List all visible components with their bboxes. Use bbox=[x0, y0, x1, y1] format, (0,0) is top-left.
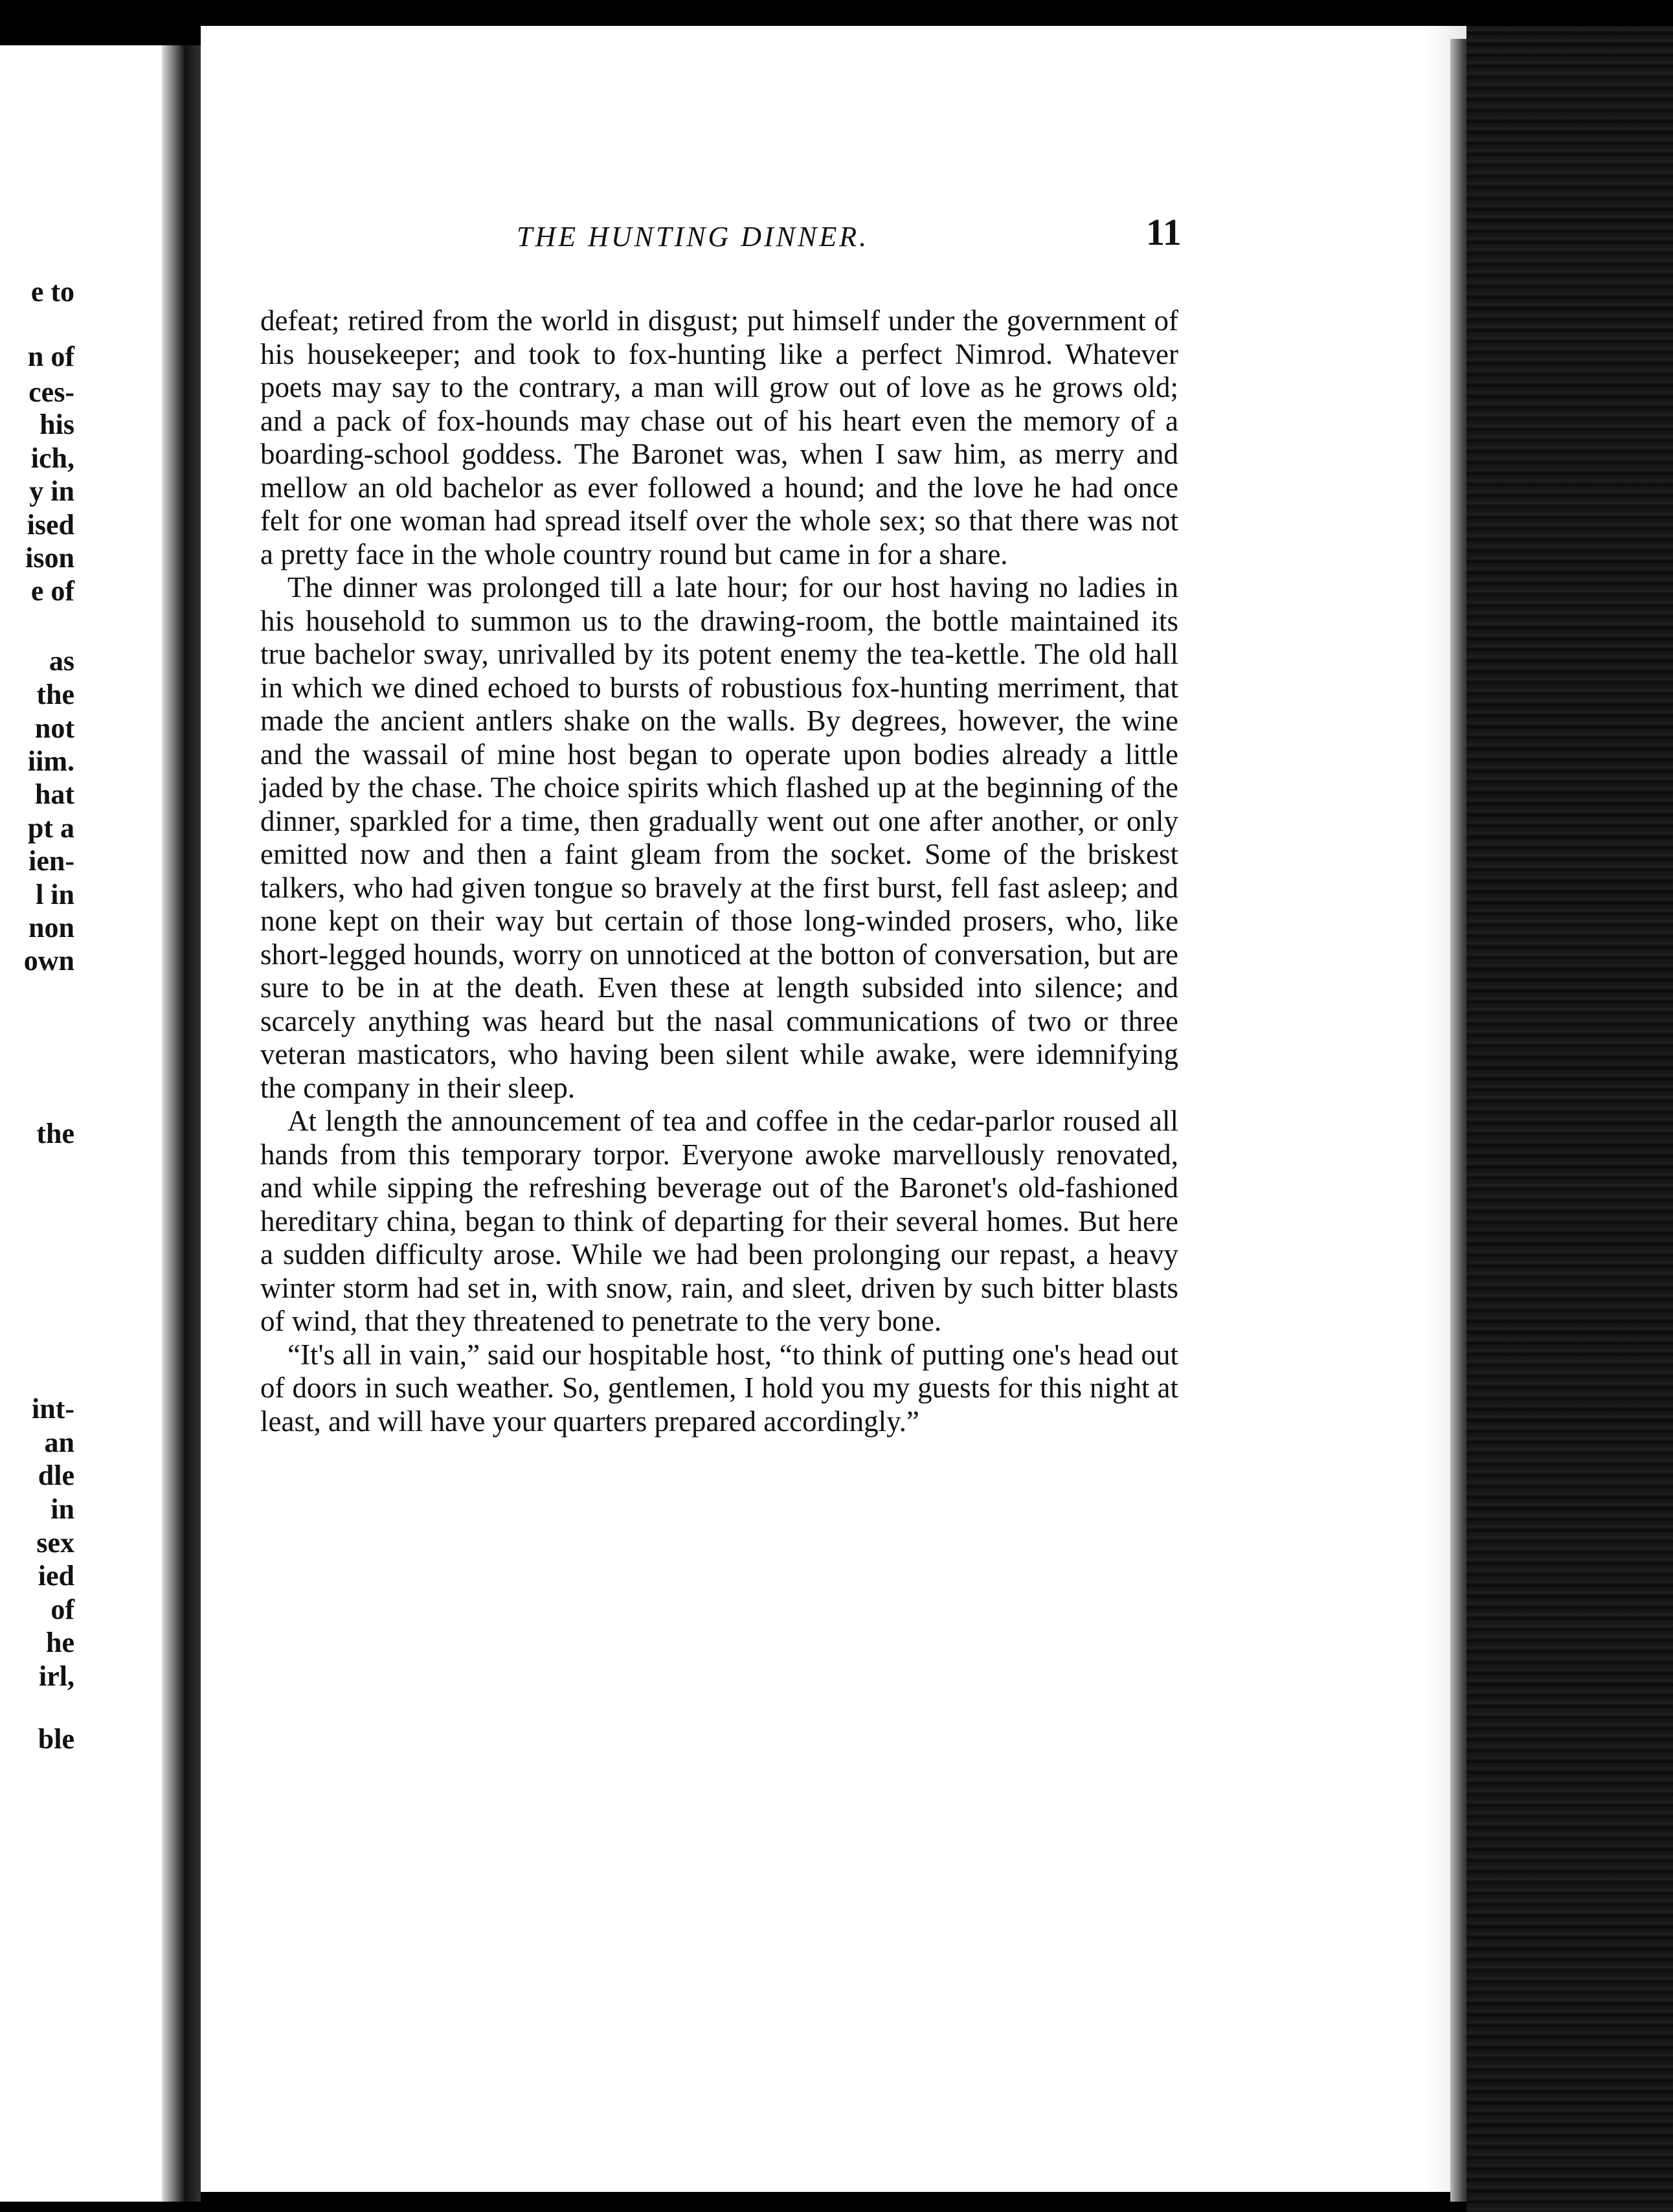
left-fragment: as bbox=[49, 645, 74, 677]
left-fragment: sex bbox=[36, 1527, 74, 1559]
left-fragment: not bbox=[34, 712, 74, 744]
left-fragment: ied bbox=[38, 1560, 74, 1592]
left-fragment: ich, bbox=[30, 442, 74, 474]
left-fragment: iim. bbox=[27, 745, 74, 777]
paragraph: “It's all in vain,” said our hospitable host, “to think of putting one's head out of doors in such weather. So, gentlemen, I hold you my guests for this night at least, and will have your quarters prepared accordingly.” bbox=[260, 1338, 1178, 1438]
left-fragment: ised bbox=[27, 509, 74, 541]
left-fragment: the bbox=[36, 679, 74, 710]
book-gutter bbox=[162, 45, 201, 2202]
left-fragment: n of bbox=[27, 341, 74, 372]
left-fragment: in bbox=[51, 1493, 74, 1525]
left-fragment: own bbox=[23, 945, 74, 976]
running-head: THE HUNTING DINNER. bbox=[517, 221, 870, 253]
left-facing-page bbox=[0, 45, 188, 2202]
left-fragment: non bbox=[28, 912, 74, 943]
left-fragment: ien- bbox=[28, 845, 74, 877]
paragraph: defeat; retired from the world in disgust; put himself under the government of his housekeeper; and took to fox-hunting like a perfect Nimrod. Whatever poets may say to the contrary, a man will grow out of love as he grows old; and a pack of fox-hounds may chase out of his heart even the memory of a boarding-school goddess. The Baronet was, when I saw him, as merry and mellow an old bachelor as ever followed a hound; and the love he had once felt for one woman had spread itself over the whole sex; so that there was not a pretty face in the whole country round but came in for a share. bbox=[260, 304, 1178, 570]
left-fragment: hat bbox=[34, 778, 74, 810]
left-fragment: ison bbox=[25, 542, 74, 574]
page-number: 11 bbox=[1146, 211, 1182, 253]
left-fragment: pt a bbox=[27, 812, 74, 844]
left-fragment: he bbox=[46, 1627, 74, 1658]
body-text bbox=[260, 304, 1178, 1438]
left-fragment: ble bbox=[38, 1723, 74, 1755]
left-fragment: ces- bbox=[28, 376, 74, 408]
left-fragment: an bbox=[44, 1427, 74, 1458]
paragraph: The dinner was prolonged till a late hour; for our host having no ladies in his household to summon us to the drawing-room, the bottle maintained its true bachelor sway, unrivalled by its potent enemy the tea-kettle. The old hall in which we dined echoed to bursts of robustious fox-hunting merriment, that made the ancient antlers shake on the walls. By degrees, however, the wine and the wassail of mine host began to operate upon bodies already a little jaded by the chase. The choice spirits which flashed up at the beginning of the dinner, sparkled for a time, then gradually went out one after another, or only emitted now and then a faint gleam from the socket. Some of the briskest talkers, who had given tongue so bravely at the first burst, fell fast asleep; and none kept on their way but certain of those long-winded prosers, who, like short-legged hounds, worry on unnoticed at the botton of conversation, but are sure to be in at the death. Even these at length subsided into silence; and scarcely anything was heard but the nasal communications of two or three veteran masticators, who having been silent while awake, were idemnifying the company in their sleep. bbox=[260, 571, 1178, 1104]
left-fragment: e to bbox=[30, 276, 74, 308]
left-fragment: his bbox=[39, 409, 74, 440]
left-fragment: e of bbox=[30, 575, 74, 607]
paragraph: At length the announcement of tea and coffee in the cedar-parlor roused all hands from this temporary torpor. Everyone awoke marvellously renovated, and while sipping the refreshing beverage out of the Baronet's old-fashioned hereditary china, began to think of departing for their several homes. But here a sudden difficulty arose. While we had been prolonging our repast, a heavy winter storm had set in, with snow, rain, and sleet, driven by such bitter blasts of wind, that they threatened to penetrate to the very bone. bbox=[260, 1105, 1178, 1337]
left-fragment: the bbox=[36, 1118, 74, 1149]
left-fragment: l in bbox=[36, 879, 74, 910]
left-fragment: dle bbox=[38, 1460, 74, 1491]
left-fragment: of bbox=[51, 1594, 74, 1625]
left-fragment: int- bbox=[32, 1393, 74, 1425]
left-fragment: y in bbox=[29, 475, 74, 507]
left-fragment: irl, bbox=[39, 1660, 74, 1692]
book-binding bbox=[1466, 26, 1673, 2212]
book-page bbox=[201, 26, 1466, 2192]
